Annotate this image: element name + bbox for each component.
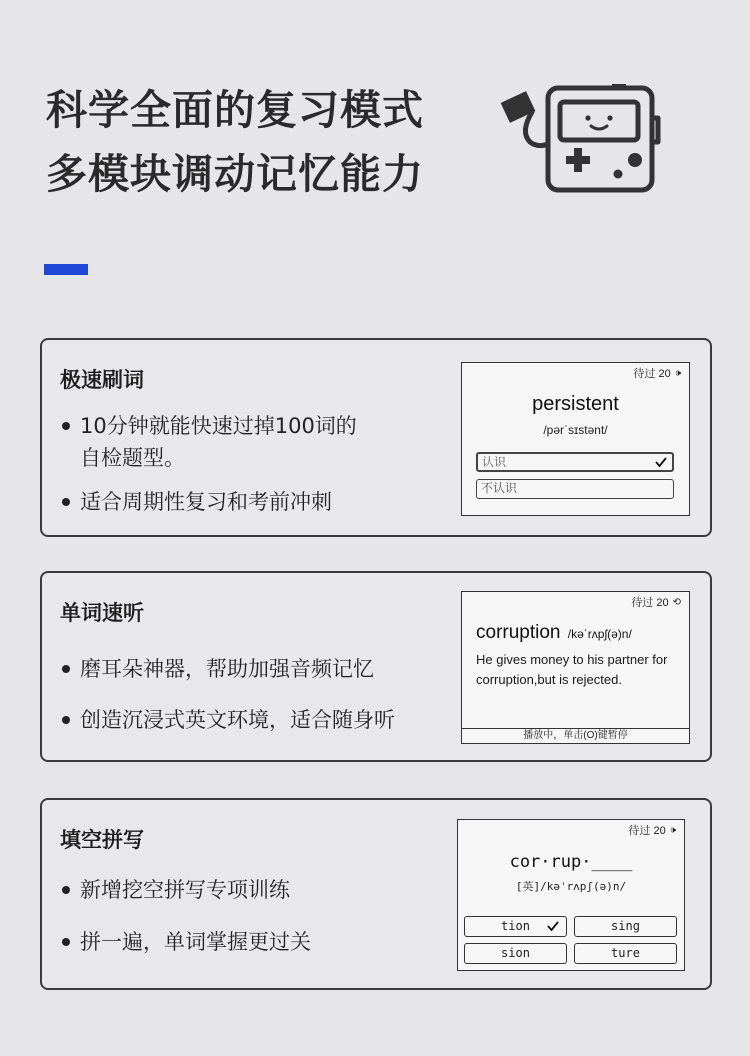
- option-know[interactable]: [476, 452, 674, 472]
- bullet-item: [60, 874, 290, 906]
- headline-line-1: 科学全面的复习模式: [46, 86, 424, 134]
- bullet-text: 新增挖空拼写专项训练: [80, 878, 290, 902]
- pending-label: 待过 20: [633, 368, 671, 380]
- choice-ture[interactable]: [574, 943, 677, 964]
- bullet-item: [60, 704, 395, 736]
- option-dont-know[interactable]: [476, 479, 674, 499]
- bullet-dot: [62, 938, 70, 946]
- choice-sion[interactable]: [464, 943, 567, 964]
- choice-label: sing: [611, 919, 640, 933]
- bullet-text: 自检题型。: [80, 446, 185, 470]
- bullet-text: 10分钟就能快速过掉100词的: [80, 414, 357, 438]
- phonetic-display: [英]/kəˈrʌpʃ(ə)n/: [515, 880, 627, 893]
- pending-count: [633, 365, 681, 381]
- card-title: 单词速听: [60, 601, 144, 625]
- word-text: corruption: [476, 622, 561, 643]
- speaker-icon[interactable]: 🕩: [669, 824, 676, 836]
- choice-label: tion: [501, 919, 530, 933]
- check-icon: [654, 455, 668, 469]
- bullet-dot: [62, 422, 70, 430]
- card-title: 填空拼写: [60, 828, 144, 852]
- bullet-dot: [62, 498, 70, 506]
- choice-tion[interactable]: [464, 916, 567, 937]
- card-title: 极速刷词: [60, 368, 144, 392]
- playback-status: 播放中，单击(O)键暂停: [462, 728, 689, 743]
- bullet-item: [60, 486, 332, 518]
- mode-card-listening: [40, 571, 712, 762]
- device-screen: [457, 819, 685, 971]
- bullet-item: [60, 926, 311, 958]
- bullet-item: [60, 653, 374, 685]
- phonetic-display: /pərˈsɪstənt/: [543, 423, 608, 437]
- choice-label: sion: [501, 946, 530, 960]
- repeat-icon[interactable]: ⟲: [672, 596, 681, 608]
- bullet-text: 创造沉浸式英文环境，适合随身听: [80, 708, 395, 732]
- word-display: cor·rup·____: [509, 852, 633, 872]
- pending-label: 待过 20: [631, 597, 669, 609]
- option-label: 不认识: [481, 481, 518, 495]
- device-screen: [461, 591, 690, 744]
- option-label: 认识: [482, 455, 507, 469]
- choice-label: ture: [611, 946, 640, 960]
- phonetic-display: /kəˈrʌpʃ(ə)n/: [567, 627, 632, 641]
- bullet-dot: [62, 716, 70, 724]
- bullet-text: 磨耳朵神器，帮助加强音频记忆: [80, 657, 374, 681]
- choice-sing[interactable]: [574, 916, 677, 937]
- device-screen: [461, 362, 690, 516]
- bullet-dot: [62, 665, 70, 673]
- mode-card-quick-review: [40, 338, 712, 537]
- word-display: [476, 622, 632, 644]
- bullet-text: 拼一遍，单词掌握更过关: [80, 930, 311, 954]
- game-console-icon: [500, 82, 662, 196]
- example-sentence: He gives money to his partner for corruption,but is rejected.: [476, 652, 668, 687]
- accent-bar: [44, 264, 88, 275]
- pending-label: 待过 20: [628, 825, 666, 837]
- check-icon: [546, 919, 560, 933]
- mode-card-spelling: [40, 798, 712, 990]
- bullet-text: 适合周期性复习和考前冲刺: [80, 490, 332, 514]
- word-display: persistent: [532, 393, 619, 415]
- bullet-dot: [62, 886, 70, 894]
- pending-count: [631, 594, 681, 610]
- bullet-item: [60, 410, 357, 474]
- speaker-icon[interactable]: 🕩: [674, 367, 681, 379]
- pending-count: [628, 822, 676, 838]
- headline-line-2: 多模块调动记忆能力: [46, 150, 424, 198]
- page-headline: [46, 78, 424, 206]
